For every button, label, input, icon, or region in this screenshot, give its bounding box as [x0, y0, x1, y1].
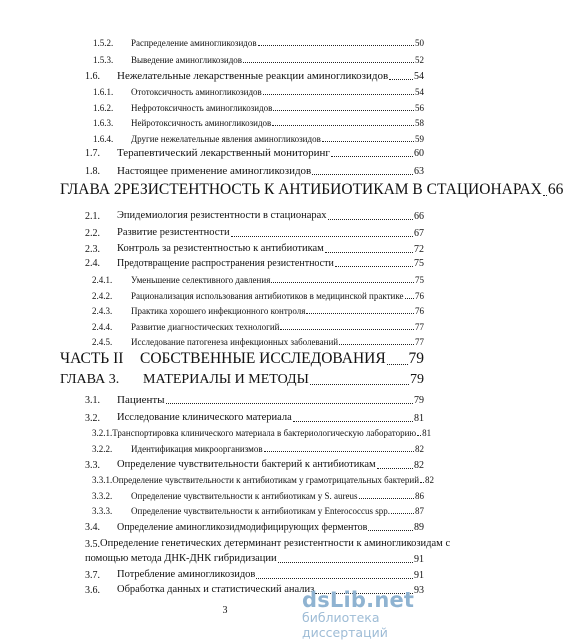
toc-entry-page: 77	[415, 337, 424, 347]
toc-entry-title: Уменьшение селективного давления	[131, 275, 271, 285]
toc-entry-number: 2.4.1.	[92, 275, 113, 285]
toc-entry-number: 2.4.2.	[92, 291, 113, 301]
watermark	[302, 584, 442, 640]
watermark-logo: dsLib.net	[302, 588, 415, 612]
toc-entry-page: 93	[414, 584, 424, 596]
toc-entry-page: 56	[415, 103, 424, 113]
toc-entry-title: СОБСТВЕННЫЕ ИССЛЕДОВАНИЯ	[140, 350, 386, 367]
toc-entry[interactable]	[60, 351, 424, 367]
toc-entry-number: 3.6.	[85, 584, 100, 596]
toc-entry[interactable]	[93, 135, 424, 144]
toc-entry-number: 2.1.	[85, 210, 100, 222]
toc-entry[interactable]	[92, 323, 424, 332]
toc-entry-title: Терапевтический лекарственный мониторинг	[117, 147, 330, 159]
toc-entry-title: Контроль за резистентностью к антибиотикам	[117, 243, 324, 254]
toc-entry-title: Определение чувствительности к антибиотикам у S. aureus	[131, 491, 358, 501]
toc-entry[interactable]	[92, 307, 424, 316]
toc-entry-title: Практика хорошего инфекционного контроля	[131, 306, 306, 316]
toc-entry-number: 3.5.	[85, 538, 100, 550]
toc-entry[interactable]	[85, 259, 424, 269]
toc-entry-page: 58	[415, 118, 424, 128]
toc-entry-page: 79	[408, 350, 424, 367]
toc-entry[interactable]	[85, 244, 424, 255]
toc-entry-number: 1.8.	[85, 166, 100, 177]
toc-entry-page: 82	[425, 475, 435, 485]
toc-entry-page: 63	[414, 166, 424, 177]
toc-entry-number: 3.1.	[85, 395, 100, 406]
toc-entry-title: Рационализация использования антибиотиков в медицинской практике	[131, 291, 404, 301]
toc-entry[interactable]	[93, 56, 424, 65]
toc-entry-page: 67	[414, 227, 424, 239]
toc-entry-number: 3.4.	[85, 522, 100, 533]
watermark-subtitle: библиотека диссертаций	[302, 610, 388, 640]
toc-leader-dots	[322, 141, 414, 142]
toc-leader-dots	[272, 125, 414, 126]
toc-entry-number: 3.2.1.	[92, 428, 113, 438]
toc-leader-dots	[231, 236, 413, 237]
toc-entry[interactable]	[93, 88, 424, 97]
toc-entry-number: ЧАСТЬ II	[60, 350, 124, 367]
toc-entry-page: 91	[414, 553, 424, 565]
toc-entry-title: Ототоксичность аминогликозидов	[131, 87, 262, 97]
toc-entry[interactable]	[85, 71, 424, 82]
toc-entry-page: 76	[415, 306, 424, 316]
toc-entry-number: 2.4.5.	[92, 337, 113, 347]
toc-entry[interactable]	[85, 148, 424, 159]
toc-entry[interactable]	[93, 39, 424, 48]
toc-leader-dots	[280, 329, 414, 330]
toc-entry[interactable]	[85, 523, 424, 533]
toc-entry[interactable]	[85, 228, 424, 239]
toc-leader-dots	[391, 513, 414, 514]
toc-entry-page: 50	[415, 38, 424, 48]
toc-entry[interactable]	[60, 373, 424, 387]
toc-leader-dots	[293, 421, 413, 422]
toc-entry[interactable]	[85, 570, 424, 581]
toc-entry[interactable]	[85, 395, 424, 406]
toc-entry[interactable]	[85, 166, 424, 177]
toc-entry-number: 3.7.	[85, 569, 100, 581]
toc-entry[interactable]	[92, 338, 424, 347]
page-number: 3	[222, 605, 228, 616]
toc-entry-number: 3.3.	[85, 459, 100, 471]
toc-entry-number: 1.6.	[85, 71, 100, 82]
toc-leader-dots	[339, 344, 414, 345]
toc-entry-title: Эпидемиология резистентности в стационарах	[117, 210, 327, 221]
toc-entry-title: Развитие резистентности	[117, 227, 230, 238]
toc-entry-title: Пациенты	[117, 394, 165, 406]
toc-leader-dots	[166, 403, 413, 404]
toc-entry-page: 79	[410, 372, 424, 387]
toc-entry-number: 2.4.	[85, 258, 100, 269]
toc-entry-page: 76	[415, 291, 424, 301]
toc-entry-title: Нефротоксичность аминогликозидов	[131, 103, 273, 113]
toc-leader-dots	[273, 110, 414, 111]
toc-entry-page: 59	[415, 134, 424, 144]
toc-leader-dots	[359, 498, 414, 499]
toc-leader-dots	[243, 62, 414, 63]
toc-entry-number: 1.5.2.	[93, 38, 114, 48]
toc-entry[interactable]	[92, 276, 424, 285]
toc-entry-title: Потребление аминогликозидов	[117, 569, 256, 580]
toc-entry[interactable]	[93, 119, 424, 128]
toc-entry-page: 81	[422, 428, 432, 438]
toc-entry-page: 91	[414, 569, 424, 581]
toc-entry[interactable]	[85, 554, 424, 565]
toc-leader-dots	[306, 313, 414, 314]
toc-entry[interactable]	[85, 538, 451, 550]
toc-entry-title: Исследование клинического материала	[117, 412, 292, 423]
toc-entry[interactable]	[85, 460, 424, 471]
toc-entry-page: 81	[414, 412, 424, 424]
toc-leader-dots	[335, 266, 413, 267]
toc-entry-number: 1.7.	[85, 148, 100, 159]
toc-leader-dots	[263, 94, 414, 95]
toc-entry-page: 75	[414, 258, 424, 269]
toc-leader-dots	[417, 435, 421, 436]
toc-leader-dots	[278, 562, 413, 563]
toc-leader-dots	[258, 45, 414, 46]
toc-leader-dots	[377, 468, 413, 469]
toc-entry[interactable]	[92, 507, 424, 516]
toc-entry[interactable]	[92, 428, 432, 438]
toc-entry[interactable]	[92, 445, 424, 454]
toc-entry[interactable]	[93, 104, 424, 113]
toc-entry-number: 3.2.	[85, 412, 100, 424]
toc-entry-number: ГЛАВА 2	[60, 181, 122, 198]
toc-entry-number: 3.3.1.	[92, 475, 113, 485]
toc-entry[interactable]	[60, 181, 563, 198]
toc-entry-title: помощью метода ДНК-ДНК гибридизации	[85, 553, 277, 564]
toc-entry-page: 66	[414, 210, 424, 222]
toc-entry-page: 72	[414, 243, 424, 255]
toc-entry-page: 87	[415, 506, 424, 516]
toc-entry-title: РЕЗИСТЕНТНОСТЬ К АНТИБИОТИКАМ В СТАЦИОНАРАХ	[121, 181, 542, 198]
toc-leader-dots	[310, 384, 409, 385]
toc-entry-title: Нежелательные лекарственные реакции аминогликозидов	[117, 70, 389, 82]
toc-entry-page: 66	[547, 181, 563, 198]
toc-leader-dots	[543, 195, 547, 196]
toc-entry-page: 52	[415, 55, 424, 65]
toc-entry-number: 3.3.2.	[92, 491, 113, 501]
toc-entry-number: 1.5.3.	[93, 55, 114, 65]
toc-entry-number: 2.3.	[85, 243, 100, 255]
toc-entry-page: 89	[414, 522, 424, 533]
toc-entry-page: 82	[414, 459, 424, 471]
toc-entry-page: 54	[415, 87, 424, 97]
toc-entry-title: Выведение аминогликозидов	[131, 55, 243, 65]
toc-entry-title: Настоящее применение аминогликозидов	[117, 165, 312, 177]
toc-entry-number: 2.2.	[85, 227, 100, 239]
toc-entry-number: ГЛАВА 3.	[60, 372, 120, 387]
toc-entry-page: 86	[415, 491, 424, 501]
toc-leader-dots	[256, 578, 413, 579]
toc-entry[interactable]	[92, 292, 424, 301]
toc-entry-number: 3.3.3.	[92, 506, 113, 516]
toc-leader-dots	[312, 174, 413, 175]
toc-entry-title: Определение генетических детерминант резистентности к аминогликозидам с	[100, 538, 451, 549]
toc-entry-number: 1.6.3.	[93, 118, 114, 128]
toc-leader-dots	[389, 79, 413, 80]
toc-entry-page: 54	[414, 71, 424, 82]
toc-entry[interactable]	[85, 413, 424, 424]
toc-entry-page: 75	[415, 275, 424, 285]
toc-leader-dots	[325, 252, 413, 253]
toc-leader-dots	[328, 219, 413, 220]
toc-leader-dots	[405, 298, 414, 299]
toc-entry-title: Другие нежелательные явления аминогликозидов	[131, 134, 321, 144]
toc-entry-title: Предотвращение распространения резистентности	[117, 258, 334, 269]
toc-leader-dots	[387, 364, 408, 365]
toc-entry-number: 2.4.4.	[92, 322, 113, 332]
toc-entry-title: Определение аминогликозидмодифицирующих ферментов	[117, 522, 368, 533]
toc-entry-title: Определение чувствительности бактерий к антибиотикам	[117, 459, 376, 470]
toc-entry-title: Идентификация микроорганизмов	[131, 444, 263, 454]
toc-leader-dots	[420, 482, 424, 483]
toc-entry-title: Транспортировка клинического материала в бактериологическую лабораторию	[112, 428, 417, 438]
toc-entry-title: Исследование патогенеза инфекционных заболеваний	[131, 337, 339, 347]
toc-entry-page: 60	[414, 148, 424, 159]
toc-entry-title: Распределение аминогликозидов	[131, 38, 257, 48]
toc-entry-title: Определение чувствительности к антибиотикам у Enterococcus spp.	[131, 506, 391, 516]
toc-leader-dots	[331, 156, 413, 157]
toc-entry-page: 79	[414, 395, 424, 406]
toc-entry[interactable]	[92, 475, 435, 485]
toc-entry-title: Обработка данных и статистический анализ	[117, 584, 315, 595]
toc-entry-page: 82	[415, 444, 424, 454]
toc-entry[interactable]	[92, 492, 424, 501]
toc-entry-title: Развитие диагностических технологий	[131, 322, 280, 332]
toc-entry-number: 1.6.1.	[93, 87, 114, 97]
toc-leader-dots	[368, 530, 413, 531]
toc-entry-title: Определение чувствительности к антибиотикам у грамотрицательных бактерий	[112, 475, 420, 485]
toc-entry-number: 2.4.3.	[92, 306, 113, 316]
toc-entry-title: Нейротоксичность аминогликозидов	[131, 118, 272, 128]
toc-leader-dots	[264, 451, 414, 452]
toc-leader-dots	[271, 282, 414, 283]
toc-entry[interactable]	[85, 211, 424, 222]
toc-entry-page: 77	[415, 322, 424, 332]
toc-entry-number: 3.2.2.	[92, 444, 113, 454]
toc-entry-title: МАТЕРИАЛЫ И МЕТОДЫ	[143, 372, 309, 387]
toc-entry-number: 1.6.2.	[93, 103, 114, 113]
toc-entry-number: 1.6.4.	[93, 134, 114, 144]
